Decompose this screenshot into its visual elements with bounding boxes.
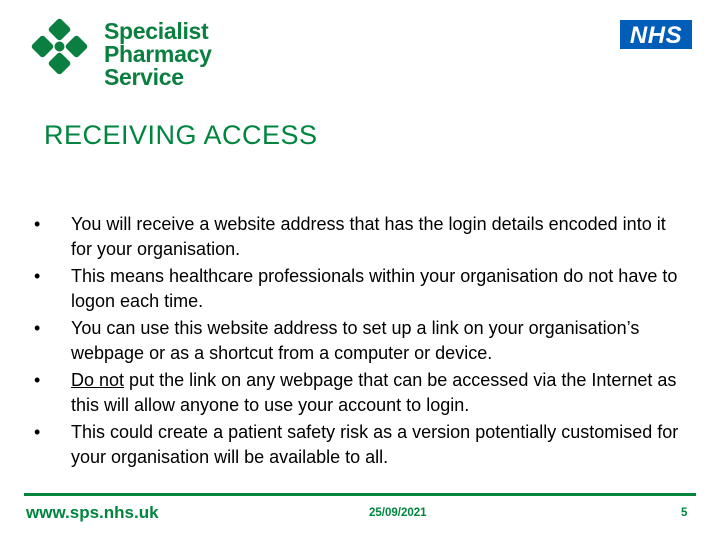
nhs-logo — [620, 20, 692, 49]
bullet-glyph: • — [34, 422, 41, 442]
sps-diamond-logo-icon — [24, 18, 104, 84]
bullet-glyph: • — [34, 318, 41, 338]
bullet-emphasis: Do not — [71, 370, 125, 390]
bullet-glyph: • — [34, 370, 41, 390]
bullet-glyph: • — [34, 266, 41, 286]
page-number: 5 — [681, 507, 688, 519]
bullet-list — [30, 212, 690, 472]
bullet-item — [30, 316, 690, 365]
footer-website-link[interactable]: www.sps.nhs.uk — [26, 503, 159, 522]
bullet-text: You can use this website address to set up a link on your organisation’s webpage or as a shortcut from a computer or device. — [71, 318, 640, 363]
bullet-glyph: • — [34, 214, 41, 234]
bullet-text: This means healthcare professionals within your organisation do not have to logon each time. — [71, 266, 678, 311]
bullet-item — [30, 212, 690, 261]
footer-divider — [24, 493, 696, 496]
bullet-item — [30, 368, 690, 417]
bullet-item — [30, 420, 690, 469]
bullet-text: You will receive a website address that has the login details encoded into it for your organisation. — [71, 214, 666, 259]
bullet-text: put the link on any webpage that can be accessed via the Internet as this will allow anyone to use your account to login. — [71, 370, 677, 415]
nhs-logo-text: NHS — [629, 22, 683, 49]
slide-title: RECEIVING ACCESS — [44, 120, 318, 150]
footer-date: 25/09/2021 — [369, 507, 427, 519]
sps-logo — [24, 18, 224, 88]
logo-line-3: Service — [104, 64, 184, 90]
logo-line-2: Pharmacy — [104, 41, 212, 67]
logo-line-1: Specialist — [104, 18, 209, 44]
logo-wordmark — [104, 20, 212, 89]
bullet-item — [30, 264, 690, 313]
bullet-text: This could create a patient safety risk as a version potentially customised for your organisation will be available to all. — [71, 422, 679, 467]
